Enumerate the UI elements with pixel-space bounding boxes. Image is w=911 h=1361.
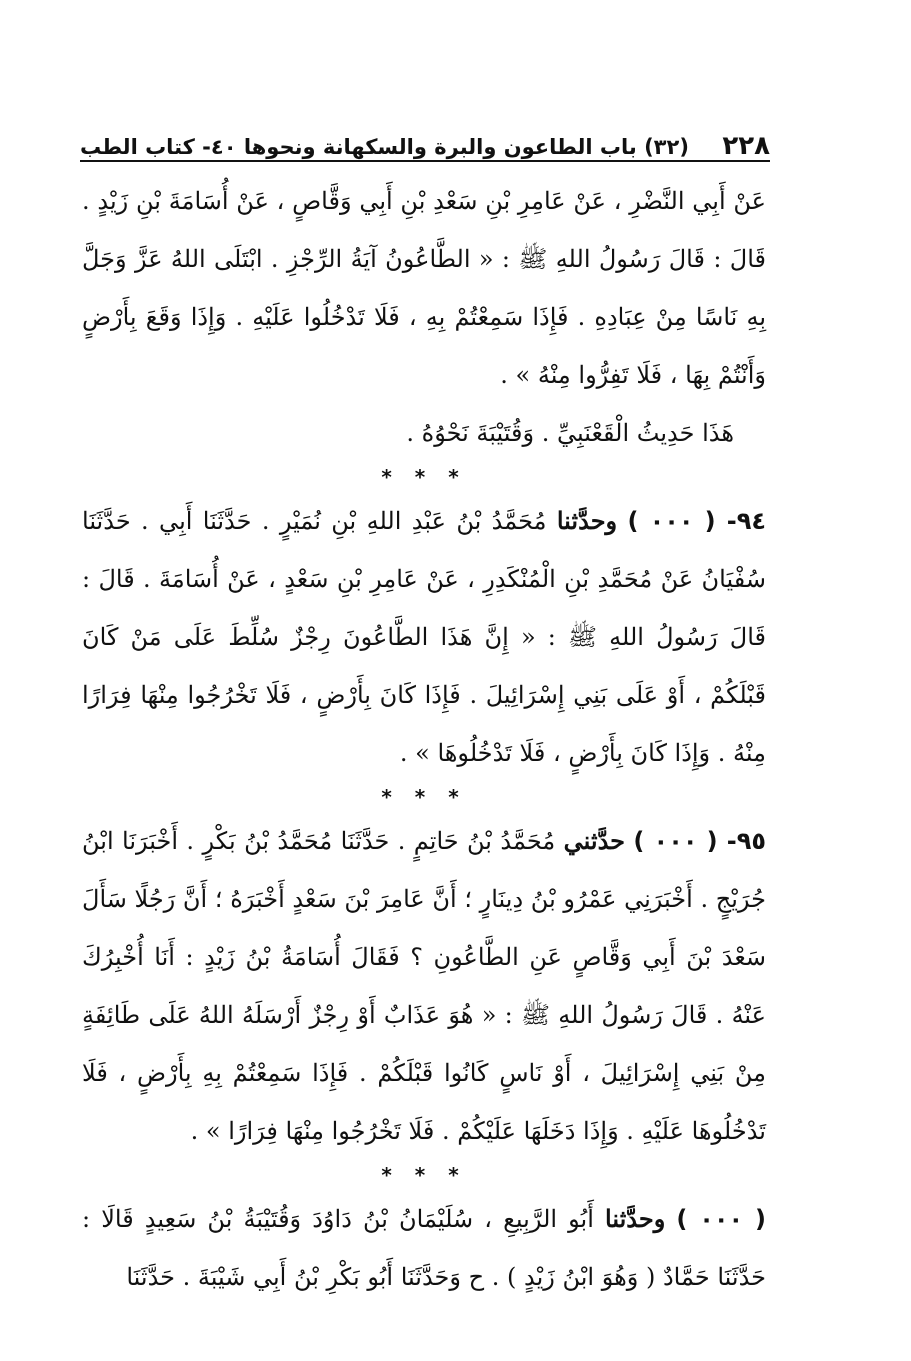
hadith-continuation: عَنْ أَبِي النَّضْرِ ، عَنْ عَامِرِ بْنِ سَعْدِ بْنِ أَبِي وَقَّاصٍ ، عَنْ أُسَامَةَ بْنِ زَيْدٍ . قَالَ : قَالَ رَسُولُ اللهِ ﷺ : « الطَّاعُونُ آيَةُ الرِّجْزِ . ابْتَلَى اللهُ عَزَّ وَجَلَّ بِهِ نَاسًا مِنْ عِبَادِهِ . فَإِذَا سَمِعْتُمْ بِهِ ، فَلَا تَدْخُلُوا عَلَيْهِ . وَإِذَا وَقَعَ بِأَرْضٍ وَأَنْتُمْ بِهَا ، فَلَا تَفِرُّوا مِنْهُ » . xyxy=(82,187,766,389)
hadith-94 xyxy=(82,492,766,782)
hadith-text: أَبُو الرَّبِيعِ ، سُلَيْمَانُ بْنُ دَاوُدَ وَقُتَيْبَةُ بْنُ سَعِيدٍ قَالَا : حَدَّثَنَا حَمَّادٌ ( وَهُوَ ابْنُ زَيْدٍ ) . ح وَحَدَّثَنَا أَبُو بَكْرِ بْنُ أَبِي شَيْبَةَ . حَدَّثَنَا xyxy=(82,1205,766,1291)
hadith-note: هَذَا حَدِيثُ الْقَعْنَبِيِّ . وَقُتَيْبَةَ نَحْوُهُ . xyxy=(406,419,734,447)
separator: * * * xyxy=(381,465,467,489)
hadith-text: مُحَمَّدُ بْنُ عَبْدِ اللهِ بْنِ نُمَيْرٍ . حَدَّثَنَا أَبِي . حَدَّثَنَا سُفْيَانُ عَنْ مُحَمَّدِ بْنِ الْمُنْكَدِرِ ، عَنْ عَامِرِ بْنِ سَعْدٍ ، عَنْ أُسَامَةَ . قَالَ : قَالَ رَسُولُ اللهِ ﷺ : « إِنَّ هَذَا الطَّاعُونَ رِجْزٌ سُلِّطَ عَلَى مَنْ كَانَ قَبْلَكُمْ ، أَوْ عَلَى بَنِي إِسْرَائِيلَ . فَإِذَا كَانَ بِأَرْضٍ ، فَلَا تَخْرُجُوا مِنْهَا فِرَارًا مِنْهُ . وَإِذَا كَانَ بِأَرْضٍ ، فَلَا تَدْخُلُوهَا » . xyxy=(82,507,766,767)
header-rule xyxy=(80,160,770,162)
separator: * * * xyxy=(381,785,467,809)
hadith-number: ( ٠٠٠ ) xyxy=(676,1205,766,1233)
hadith-95 xyxy=(82,812,766,1160)
hadith-lead: وحدَّثنا xyxy=(605,1204,666,1233)
chapter-title: (٣٢) باب الطاعون والبرة والسكهانة ونحوها ٤٠- كتاب الطب xyxy=(80,135,689,159)
hadith-number: ٩٥- ( ٠٠٠ ) xyxy=(633,827,767,855)
hadith-lead: حدَّثني xyxy=(563,826,625,855)
page-body xyxy=(82,172,766,1306)
hadith-95-chain xyxy=(82,1190,766,1306)
separator: * * * xyxy=(381,1163,467,1187)
hadith-text: مُحَمَّدُ بْنُ حَاتِمٍ . حَدَّثَنَا مُحَمَّدُ بْنُ بَكْرٍ . أَخْبَرَنَا ابْنُ جُرَيْجٍ . أَخْبَرَنِي عَمْرُو بْنُ دِينَارٍ ؛ أَنَّ عَامِرَ بْنَ سَعْدٍ أَخْبَرَهُ ؛ أَنَّ رَجُلًا سَأَلَ سَعْدَ بْنَ أَبِي وَقَّاصٍ عَنِ الطَّاعُونِ ؟ فَقَالَ أُسَامَةُ بْنُ زَيْدٍ : أَنَا أُخْبِرُكَ عَنْهُ . قَالَ رَسُولُ اللهِ ﷺ : « هُوَ عَذَابٌ أَوْ رِجْزٌ أَرْسَلَهُ اللهُ عَلَى طَائِفَةٍ مِنْ بَنِي إِسْرَائِيلَ ، أَوْ نَاسٍ كَانُوا قَبْلَكُمْ . فَإِذَا سَمِعْتُمْ بِهِ بِأَرْضٍ ، فَلَا تَدْخُلُوهَا عَلَيْهِ . وَإِذَا دَخَلَهَا عَلَيْكُمْ . فَلَا تَخْرُجُوا مِنْهَا فِرَارًا » . xyxy=(82,827,767,1145)
hadith-lead: وحدَّثنا xyxy=(556,506,618,535)
hadith-number: ٩٤- ( ٠٠٠ ) xyxy=(627,507,766,535)
page-number: ٢٢٨ xyxy=(722,131,770,161)
running-header xyxy=(80,118,770,162)
